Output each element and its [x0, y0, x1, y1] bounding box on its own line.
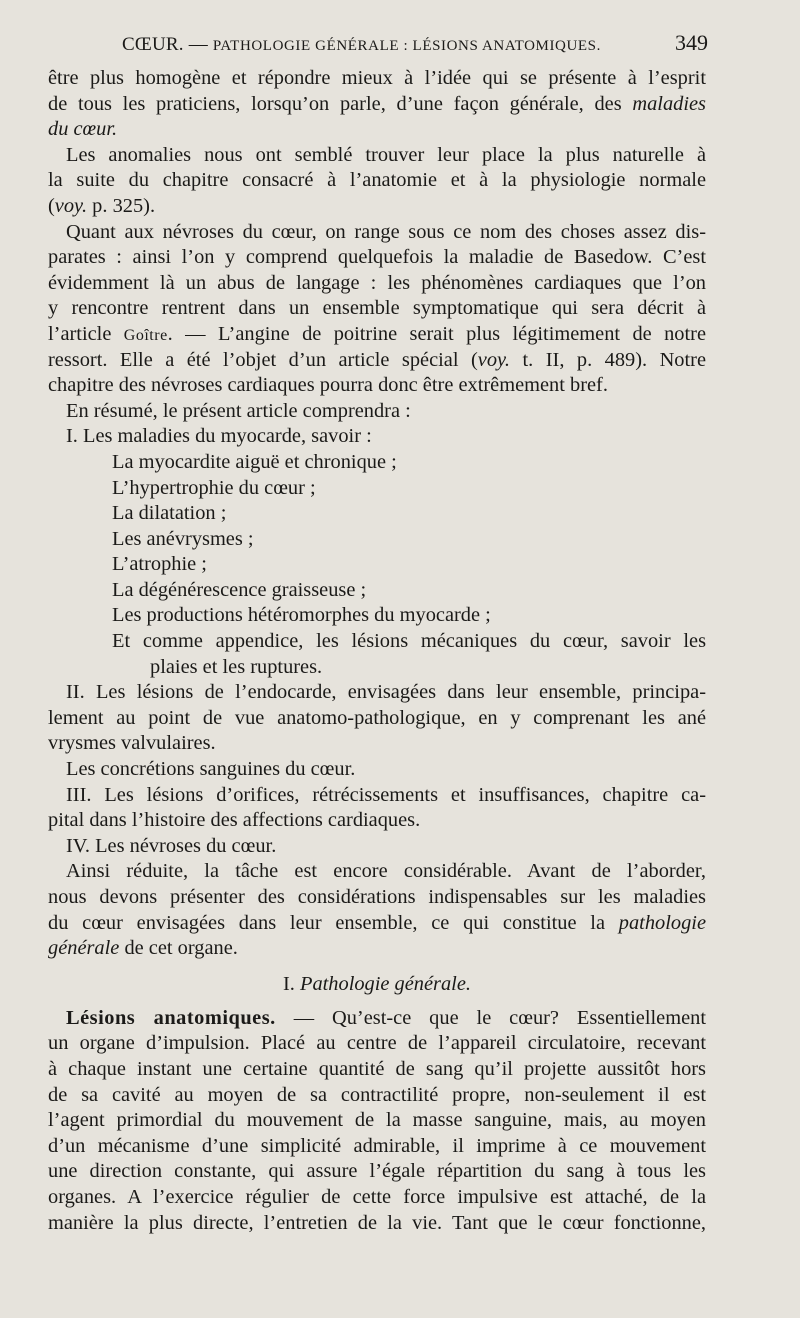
text-line: évidemment là un abus de langage : les phénomènes cardiaques que l’on [48, 271, 706, 294]
text-line: organes. A l’exercice régulier de cette force impulsive est attaché, de la [48, 1185, 706, 1208]
text-span: p. 325). [87, 194, 156, 217]
text-line: chapitre des névroses cardiaques pourra donc être extrêmement bref. [48, 374, 608, 397]
text-line [48, 911, 706, 937]
text-span: t. II, p. 489). Notre [510, 348, 706, 371]
list-item: Et comme appendice, les lésions mécaniques du cœur, savoir les [112, 630, 706, 653]
text-span: ( [48, 194, 55, 217]
running-head-lead: CŒUR. — [122, 34, 213, 55]
text-line [48, 348, 706, 374]
text-line: être plus homogène et répondre mieux à l’idée qui se présente à l’esprit [48, 67, 706, 89]
list-item: La dégénérescence graisseuse ; [112, 578, 367, 601]
text-line [48, 92, 706, 118]
text-line: nous devons présenter des considérations indispensables sur les maladies [48, 886, 706, 908]
text-line: manière la plus directe, l’entretien de la vie. Tant que le cœur fonctionne, [48, 1211, 706, 1234]
list-item: plaies et les ruptures. [150, 655, 323, 678]
text-line: III. Les lésions d’orifices, rétrécissements et insuffisances, chapitre ca- [66, 783, 706, 806]
text-span-italic: pathologie [618, 911, 706, 934]
text-line: parates : ainsi l’on y comprend quelquefois la maladie de Basedow. C’est [48, 246, 706, 269]
text-span: . — L’angine de poitrine serait plus légitimement de notre [167, 322, 706, 345]
text-span: de tous les praticiens, lorsqu’on parle, d’une façon générale, des [48, 92, 633, 115]
text-line: IV. Les névroses du cœur. [66, 834, 277, 857]
section-title: Pathologie générale. [299, 972, 471, 995]
list-item: Les anévrysmes ; [112, 527, 254, 550]
text-span-italic: voy. [54, 194, 88, 217]
run-in-heading: Lésions anatomiques. [66, 1006, 276, 1029]
text-line: Ainsi réduite, la tâche est encore considérable. Avant de l’aborder, [66, 860, 706, 883]
text-span: de cet organe. [119, 937, 238, 960]
text-line: En résumé, le présent article comprendra : [66, 399, 411, 422]
text-line: Quant aux névroses du cœur, on range sous ce nom des choses assez dis- [66, 220, 706, 243]
running-header [48, 30, 708, 64]
list-item: L’hypertrophie du cœur ; [112, 476, 316, 499]
list-item: La myocardite aiguë et chronique ; [112, 450, 397, 473]
text-line [48, 117, 706, 143]
section-heading [48, 962, 706, 1006]
text-line: de sa cavité au moyen de sa contractilité propre, non-seulement il est [48, 1083, 706, 1106]
text-span: l’article [48, 322, 124, 345]
text-body [48, 66, 706, 1236]
text-line: pital dans l’histoire des affections cardiaques. [48, 809, 421, 832]
text-line [48, 936, 706, 962]
text-line [48, 194, 706, 220]
text-line: II. Les lésions de l’endocarde, envisagées dans leur ensemble, principa- [66, 681, 706, 704]
text-line: l’agent primordial du mouvement de la masse sanguine, mais, au moyen [48, 1109, 706, 1132]
text-line: la suite du chapitre consacré à l’anatomie et à la physiologie normale [48, 169, 706, 192]
running-head-rest: PATHOLOGIE GÉNÉRALE : LÉSIONS ANATOMIQUES. [212, 38, 601, 54]
section-number: I. [282, 972, 300, 995]
text-line [48, 1006, 706, 1032]
text-line: y rencontre rentrent dans un ensemble symptomatique qui sera décrit à [48, 297, 706, 320]
text-span: ressort. Elle a été l’objet d’un article spécial ( [48, 348, 478, 371]
text-span-italic: voy. [477, 348, 511, 371]
text-span: — Qu’est-ce que le cœur? Essentiellement [275, 1006, 706, 1029]
list-item: Les productions hétéromorphes du myocarde ; [112, 604, 491, 627]
page-number: 349 [675, 30, 708, 55]
text-span-smallcaps: Goître [123, 326, 168, 344]
text-line: I. Les maladies du myocarde, savoir : [66, 425, 372, 448]
text-span-italic: maladies [632, 92, 706, 115]
list-item: La dilatation ; [112, 502, 227, 525]
text-span: du cœur envisagées dans leur ensemble, ce qui constitue la [48, 911, 619, 934]
text-line: vrysmes valvulaires. [48, 732, 216, 755]
text-line: un organe d’impulsion. Placé au centre de l’appareil circulatoire, recevant [48, 1032, 706, 1055]
text-line: une direction constante, qui assure l’égale répartition du sang à tous les [48, 1160, 706, 1183]
text-line: lement au point de vue anatomo-pathologique, en y comprenant les ané [48, 706, 706, 729]
text-line [48, 322, 706, 348]
text-line: Les anomalies nous ont semblé trouver leur place la plus naturelle à [66, 143, 706, 166]
text-span-italic: du cœur. [48, 118, 118, 141]
text-line: à chaque instant une certaine quantité de sang qu’il projette aussitôt hors [48, 1057, 706, 1080]
text-line: d’un mécanisme d’une simplicité admirable, il imprime à ce mouvement [48, 1134, 706, 1157]
list-item: L’atrophie ; [112, 553, 207, 576]
text-line: Les concrétions sanguines du cœur. [66, 758, 356, 781]
text-span-italic: générale [48, 937, 120, 960]
running-head-title [48, 34, 675, 56]
